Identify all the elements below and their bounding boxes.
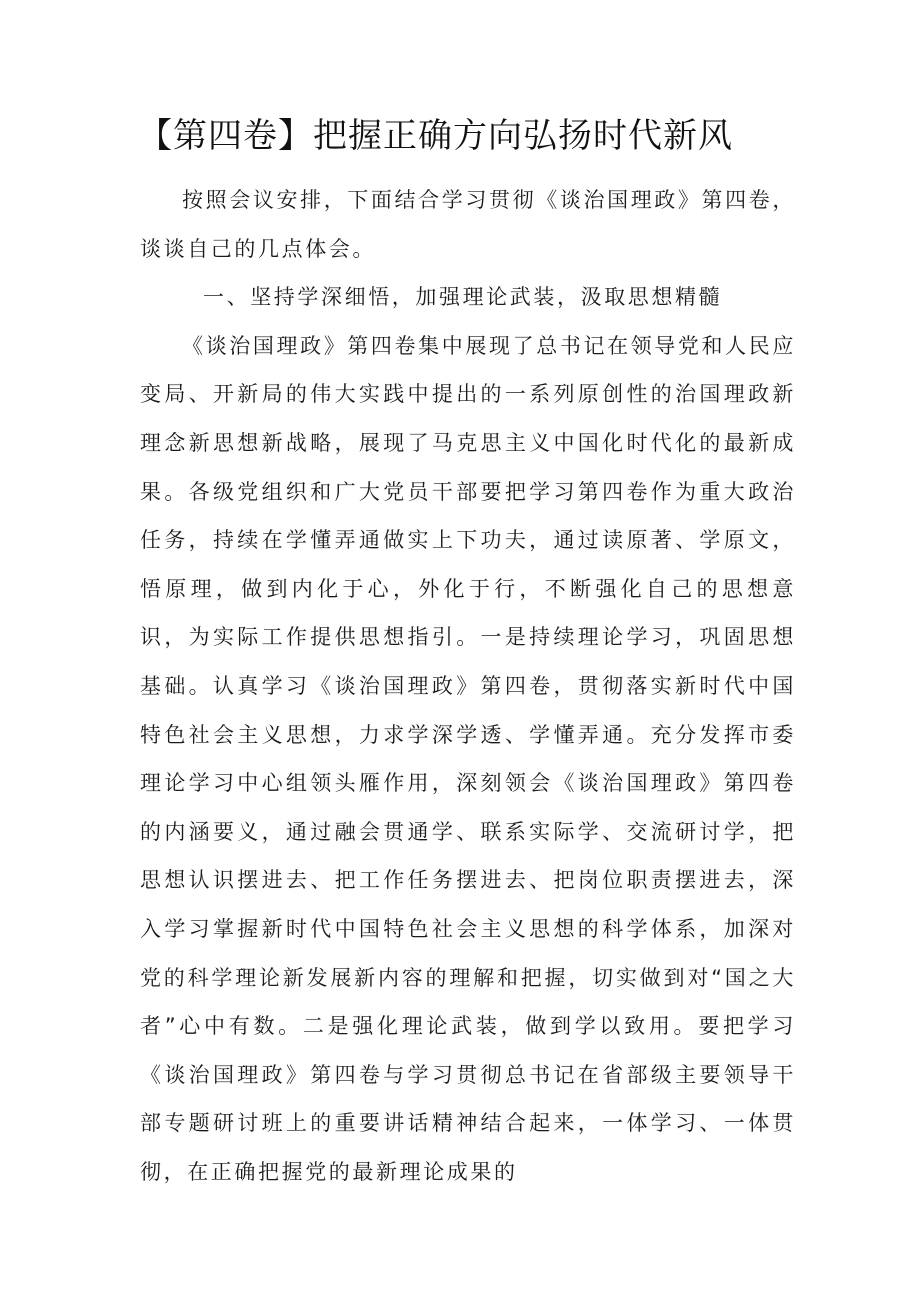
body-paragraph: 《谈治国理政》第四卷集中展现了总书记在领导党和人民应变局、开新局的伟大实践中提出的一系列原创性的治国理政新理念新思想新战略，展现了马克思主义中国化时代化的最新成果。各级党组织和广大党员干部要把学习第四卷作为重大政治任务，持续在学懂弄通做实上下功夫，通过读原著、学原文，悟原理，做到内化于心，外化于行，不断强化自己的思想意识，为实际工作提供思想指引。一是持续理论学习，巩固思想基础。认真学习《谈治国理政》第四卷，贯彻落实新时代中国特色社会主义思想，力求学深学透、学懂弄通。充分发挥市委理论学习中心组领头雁作用，深刻领会《谈治国理政》第四卷的内涵要义，通过融会贯通学、联系实际学、交流研讨学，把思想认识摆进去、把工作任务摆进去、把岗位职责摆进去，深入学习掌握新时代中国特色社会主义思想的科学体系，加深对党的科学理论新发展新内容的理解和把握，切实做到对“国之大者”心中有数。二是强化理论武装，做到学以致用。要把学习《谈治国理政》第四卷与学习贯彻总书记在省部级主要领导干部专题研讨班上的重要讲话精神结合起来，一体学习、一体贯彻，在正确把握党的最新理论成果的 <box>140 333 796 1184</box>
document-title: 【第四卷】把握正确方向弘扬时代新风 <box>138 116 733 156</box>
intro-paragraph: 按照会议安排，下面结合学习贯彻《谈治国理政》第四卷，谈谈自己的几点体会。 <box>140 188 796 261</box>
document-body <box>140 176 796 1196</box>
section-heading: 一、坚持学深细悟，加强理论武装，汲取思想精髓 <box>203 285 723 310</box>
